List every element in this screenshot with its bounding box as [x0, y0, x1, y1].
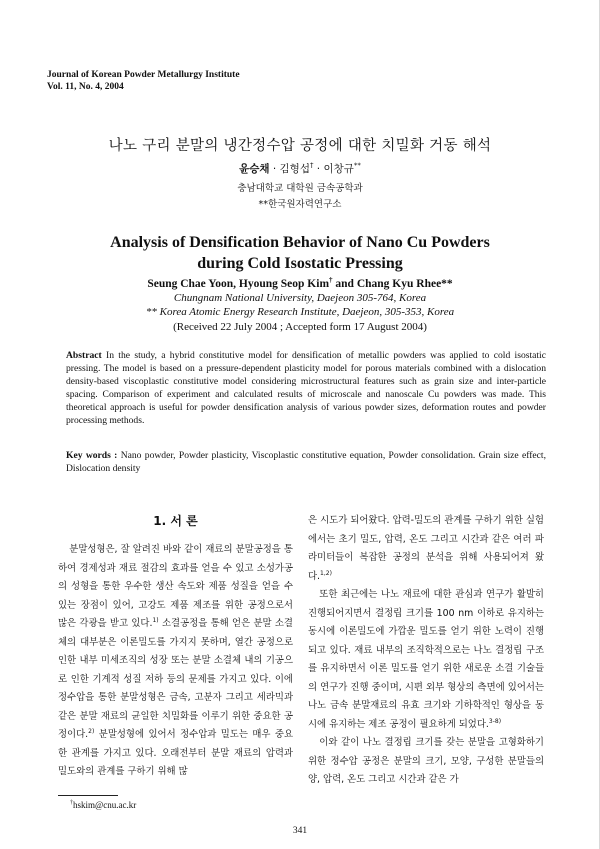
footnote-mark: †: [70, 800, 73, 806]
paragraph-text: 소결공정을 통해 얻은 분말 소결체의 대부분은 이론밀도를 가지지 못하며, 열간 공정으로 인한 내부 미세조직의 성장 또는 분말 소결체 내의 기공으로 인한 기계적 성질 저하 등의 문제를 가지고 있다. 이에 정수압을 통한 분말성형은 금속, 고분자 그리고 세라믹과 같은 분말 재료의 균일한 치밀화를 이루기 위한 중요한 공정이다.: [58, 618, 293, 740]
affiliation-mark: **: [353, 161, 361, 170]
english-title: [0, 232, 600, 274]
english-title-line-1: Analysis of Densification Behavior of Nano Cu Powders: [110, 234, 490, 251]
korean-title: 나노 구리 분말의 냉간정수압 공정에 대한 치밀화 거동 해석: [108, 138, 492, 154]
keywords-label: Key words :: [66, 450, 118, 461]
english-affiliation-2: ** Korea Atomic Energy Research Institute, Daejeon, 305-353, Korea: [145, 306, 455, 318]
journal-header: [47, 69, 240, 93]
korean-author-2: 김형섭: [279, 163, 310, 175]
citation: 1): [152, 616, 159, 624]
korean-authors: [0, 161, 600, 176]
left-column: [58, 541, 293, 782]
korean-author-1: 윤승채: [239, 163, 270, 175]
page-number: 341: [292, 826, 308, 836]
citation: 1,2): [320, 569, 332, 577]
journal-name: Journal of Korean Powder Metallurgy Institute: [47, 70, 240, 80]
paragraph: [308, 512, 544, 586]
abstract-text: In the study, a hybrid constitutive model for densification of metallic powders was applied to cold isostatic pressing. The model is based on a pressure-dependent plasticity model for porous materials combined with a dislocation density-based viscoplastic constitutive model considering microstructural features such as grain size and inter-particle spacing. Comparison of experiment and calculated results of microscale and nanoscale Cu powders was made. This theoretical approach is useful for powder densification analysis of various powder sizes, deformation routes and powder processing methods.: [66, 350, 546, 426]
paragraph-text: 이와 같이 나노 결정립 크기를 갖는 분말을 고형화하기 위한 정수압 공정은 분말의 크기, 모양, 구성한 분말들의 양, 압력, 온도 그리고 시간과 같은 가: [308, 737, 544, 785]
paragraph-text: 또한 최근에는 나노 재료에 대한 관심과 연구가 활발히 진행되어지면서 결정립 크기를 100 nm 이하로 유지하는 동시에 이론밀도에 가깝운 밀도를 얻기 위한 노력이 진행되고 있다. 재료 내부의 조직학적으로는 나노 결정립 구조를 유지하면서 이론 밀도를 얻기 위한 새로운 소결 기술들의 연구가 진행 중이며, 시편 외부 형상의 측면에 있어서는 나노 금속 분말재료의 유효 크기와 기하학적인 형상을 동시에 유지하는 제조 공정이 필요하게 되었다.: [308, 589, 544, 730]
english-author-3: and Chang Kyu Rhee**: [332, 277, 453, 290]
english-authors: [0, 276, 600, 290]
english-title-line-2: during Cold Isostatic Pressing: [197, 255, 403, 272]
paragraph-text: 분말성형에 있어서 정수압과 밀도는 매우 중요한 관계를 가지고 있다. 오래전부터 분말 재료의 압력과 밀도와의 관계를 구하기 위해 많: [58, 729, 293, 777]
author-separator: ·: [313, 163, 324, 175]
corresponding-mark: †: [329, 276, 333, 284]
english-author-2: Hyoung Seop Kim: [238, 277, 330, 290]
paragraph: [58, 541, 293, 782]
paragraph: [308, 586, 544, 734]
received-dates: (Received 22 July 2004 ; Accepted form 17 August 2004): [173, 321, 427, 333]
right-column: [308, 512, 544, 790]
section-heading: 1. 서 론: [153, 514, 198, 528]
keywords-text: Nano powder, Powder plasticity, Viscoplastic constitutive equation, Powder consolidation. Grain size effect, Dislocation density: [66, 450, 546, 474]
english-affiliation-1: Chungnam National University, Daejeon 305-764, Korea: [173, 292, 427, 304]
paragraph: [308, 734, 544, 790]
citation: 3-8): [488, 717, 502, 725]
korean-author-3: 이창규: [323, 163, 354, 175]
corresponding-mark: †: [309, 161, 314, 170]
paragraph-text: 분말성형은, 잘 알려진 바와 같이 재료의 분말공정을 통하여 경제성과 재료 절감의 효과를 얻을 수 있고 소성가공의 성형을 통한 우수한 생산 속도와 제품 성질을 얻을 수 있는 장점이 있어, 고강도 제품 제조를 위한 공정으로서 많은 각광을 받고 있다.: [58, 544, 293, 629]
korean-affiliation-1: 충남대학교 대학원 금속공학과: [237, 183, 363, 194]
abstract: [66, 350, 546, 427]
abstract-label: Abstract: [66, 350, 102, 361]
footnote-email: hskim@cnu.ac.kr: [73, 800, 137, 810]
paragraph-text: 은 시도가 되어왔다. 압력-밀도의 관계를 구하기 위한 실험에서는 초기 밀도, 압력, 온도 그리고 시간과 같은 여러 파라미터들이 복잡한 공정의 분석을 위해 사용되어져 왔다.: [308, 515, 544, 582]
author-separator: ·: [269, 163, 280, 175]
footnote: [70, 800, 136, 810]
footnote-divider: [58, 795, 118, 796]
citation: 2): [88, 727, 95, 735]
journal-volume: Vol. 11, No. 4, 2004: [47, 82, 124, 92]
korean-affiliation-2: **한국원자력연구소: [258, 199, 342, 210]
english-author-1: Seung Chae Yoon,: [147, 277, 239, 290]
keywords: [66, 450, 546, 476]
